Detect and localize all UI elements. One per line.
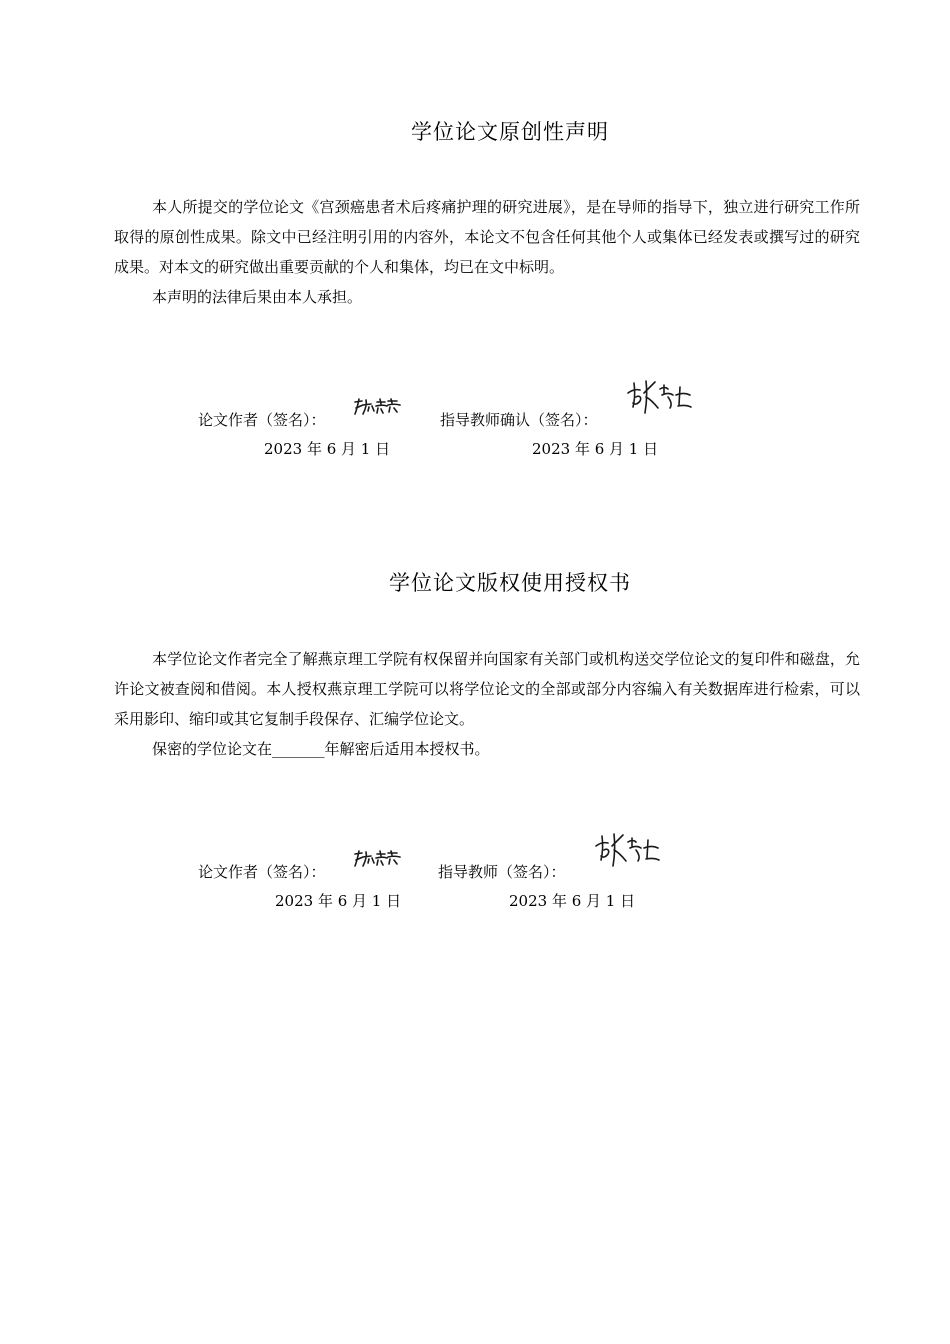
declaration-advisor-date: 2023 年 6 月 1 日: [532, 440, 659, 458]
authorization-author-label: 论文作者（签名）：: [198, 863, 326, 881]
declaration-author-label: 论文作者（签名）：: [198, 411, 326, 429]
authorization-paragraph: 保密的学位论文在_______年解密后适用本授权书。: [152, 740, 490, 758]
advisor-signature-2: [594, 828, 662, 872]
declaration-advisor-label: 指导教师确认（签名）：: [440, 411, 598, 429]
declaration-author-date: 2023 年 6 月 1 日: [264, 440, 391, 458]
advisor-signature-1: [626, 375, 694, 419]
declaration-body: [114, 192, 860, 312]
declaration-title: 学位论文原创性声明: [411, 120, 609, 144]
author-signature-1: [352, 396, 404, 418]
authorization-author-date: 2023 年 6 月 1 日: [275, 892, 402, 910]
declaration-paragraph: 本人所提交的学位论文《宫颈癌患者术后疼痛护理的研究进展》，是在导师的指导下，独立进行研究工作所取得的原创性成果。除文中已经注明引用的内容外，本论文不包含任何其他个人或集体已经发表或撰写过的研究成果。对本文的研究做出重要贡献的个人和集体，均已在文中标明。: [114, 198, 860, 276]
authorization-body: [114, 644, 860, 764]
authorization-paragraph: 本学位论文作者完全了解燕京理工学院有权保留并向国家有关部门或机构送交学位论文的复印件和磁盘，允许论文被查阅和借阅。本人授权燕京理工学院可以将学位论文的全部或部分内容编入有关数据库进行检索，可以采用影印、缩印或其它复制手段保存、汇编学位论文。: [114, 650, 860, 728]
declaration-paragraph: 本声明的法律后果由本人承担。: [152, 288, 363, 306]
authorization-title: 学位论文版权使用授权书: [389, 571, 631, 595]
authorization-advisor-date: 2023 年 6 月 1 日: [509, 892, 636, 910]
authorization-advisor-label: 指导教师（签名）：: [438, 863, 566, 881]
author-signature-2: [352, 848, 404, 870]
